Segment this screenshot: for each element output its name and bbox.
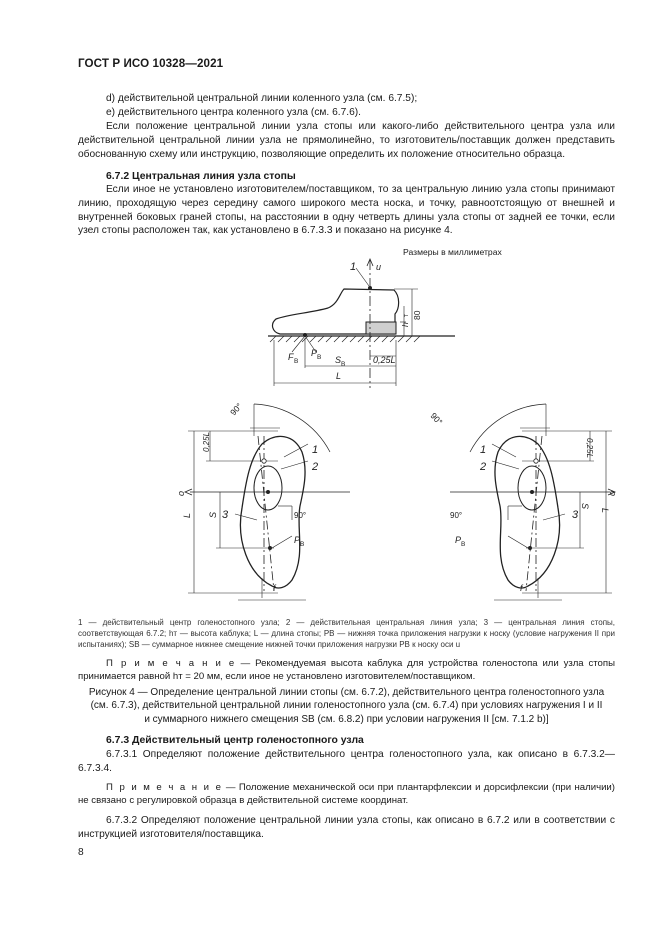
list-item-d: d) действительной центральной линии коленного узла (см. 6.7.5); (106, 93, 418, 104)
figure-caption-line-1: Рисунок 4 — Определение центральной линии стопы (см. 6.7.2), действительного центра голеностопного узла (88, 687, 605, 698)
right-label-PB-sub: B (461, 541, 466, 548)
right-label-PB: P (455, 535, 462, 545)
side-label-SB: S (335, 355, 342, 365)
list-item-e: e) действительного центра коленного узла (см. 6.7.6). (106, 107, 361, 118)
section-672-title: 6.7.2 Центральная линия узла стопы (106, 171, 296, 182)
left-label-L: L (182, 512, 192, 518)
right-label-f: f (520, 583, 523, 593)
side-label-L: L (336, 371, 342, 381)
left-label-2: 2 (312, 461, 319, 473)
right-label-L: L (600, 508, 610, 514)
left-label-90-inner: 90° (294, 511, 307, 520)
ground-line (268, 336, 455, 342)
left-label-o: o (176, 490, 186, 496)
section-6732-paragraph: 6.7.3.2 Определяют положение центральной линии узла стопы, как описано в 6.7.2 или в соответствии с инструкцией изготовителя/поставщика. (78, 815, 615, 840)
foot-right-plantar (450, 404, 615, 600)
side-label-ht-sub: т (404, 314, 410, 317)
heel-block (366, 322, 396, 334)
section-673-note-body: — Положение механической оси при плантарфлексии и дорсифлексии (при наличии) не связано с регулировкой образца в действительной системе координат. (78, 782, 615, 806)
side-label-SB-sub: B (341, 361, 346, 368)
right-label-3: 3 (572, 509, 579, 521)
paragraph-if-not-straight: Если положение центральной линии узла стопы или какого-либо действительного центра узла или действительной центральной линии узла не прямолинейно, то изготовитель/поставщик должен представить обоснованную схему или инструкцию, позволяющие определить их положение относительно образца. (78, 121, 615, 160)
side-label-80: 80 (412, 310, 422, 320)
figure-4-drawing (150, 256, 618, 606)
right-label-SB: S (580, 503, 590, 510)
figure-legend: 1 — действительный центр голеностопного узла; 2 — действительная центральная линия узла; 3 — центральная линия стопы, соответствующая 6.7.2; hт — высота каблука; L — длина стопы; PB — нижняя точка приложения нагрузки к носку (условие нагружения II при испытаниях); SB — суммарное нижнее смещение нижней точки приложения нагрузки PB к носку оси u (78, 618, 615, 649)
side-label-PB: P (311, 348, 318, 358)
left-label-SB: S (208, 511, 218, 518)
left-label-PB: P (294, 535, 301, 545)
left-label-3: 3 (222, 509, 229, 521)
document-header: ГОСТ Р ИСО 10328—2021 (78, 57, 224, 70)
figure-caption (78, 686, 615, 726)
left-label-1: 1 (312, 444, 319, 456)
page-number: 8 (78, 847, 84, 858)
left-label-f: f (273, 583, 276, 593)
right-label-o: o (608, 491, 618, 497)
section-672-body: Если иное не установлено изготовителем/поставщиком, то за центральную линию узла стопы принимают линию, проходящую через середину самого широкого места носка, и точку, равноотстоящую от внешней и внутренней боковых граней стопы, на расстоянии в одну четверть длины узла стопы от задней ее точки, если узел стопы расположен так, как установлено в 6.7.3.3 и показано на рисунке 4. (78, 184, 615, 237)
right-label-2: 2 (480, 461, 487, 473)
right-label-90-inner: 90° (450, 511, 463, 520)
section-6731-paragraph: 6.7.3.1 Определяют положение действительного центра голеностопного узла, как описано в 6.7.3.2—6.7.3.4. (78, 749, 615, 774)
section-673-note-label: П р и м е ч а н и е (106, 782, 223, 793)
side-label-PB-sub: B (317, 354, 322, 361)
figure-note-body: — Рекомендуемая высота каблука для устройства голеностопа или узла стопы принимается равной hт = 20 мм, если иное не установлено изготовителем/поставщиком. (78, 658, 615, 682)
figure-caption-line-3: и суммарного нижнего смещения SB (см. 6.8.2) при условии нагружения II [см. 7.1.2 b)] (144, 713, 549, 725)
left-label-90: 90° (228, 401, 245, 418)
right-label-quarter: 0,25L (585, 438, 594, 459)
side-label-ht: h (400, 322, 410, 327)
figure-note-label: П р и м е ч а н и е (106, 658, 236, 669)
left-label-quarter: 0,25L (202, 431, 211, 452)
side-label-quarter: 0,25L (373, 355, 396, 365)
side-label-1: 1 (350, 261, 357, 273)
right-label-1: 1 (480, 444, 487, 456)
side-label-u: u (376, 262, 382, 272)
figure-caption-line-2: (см. 6.7.3), действительной центральной линии голеностопного узла (см. 6.7.4) при условиях нагружения I и II (90, 700, 603, 712)
left-label-PB-sub: B (300, 541, 305, 548)
figure-note (78, 657, 615, 683)
side-label-FB-sub: B (294, 358, 299, 365)
dimensions-note: Размеры в миллиметрах (403, 247, 502, 257)
section-673-note (78, 781, 615, 807)
side-label-FB: F (288, 352, 294, 362)
right-label-90: 90° (428, 410, 445, 427)
section-673-title: 6.7.3 Действительный центр голеностопного узла (106, 735, 364, 746)
